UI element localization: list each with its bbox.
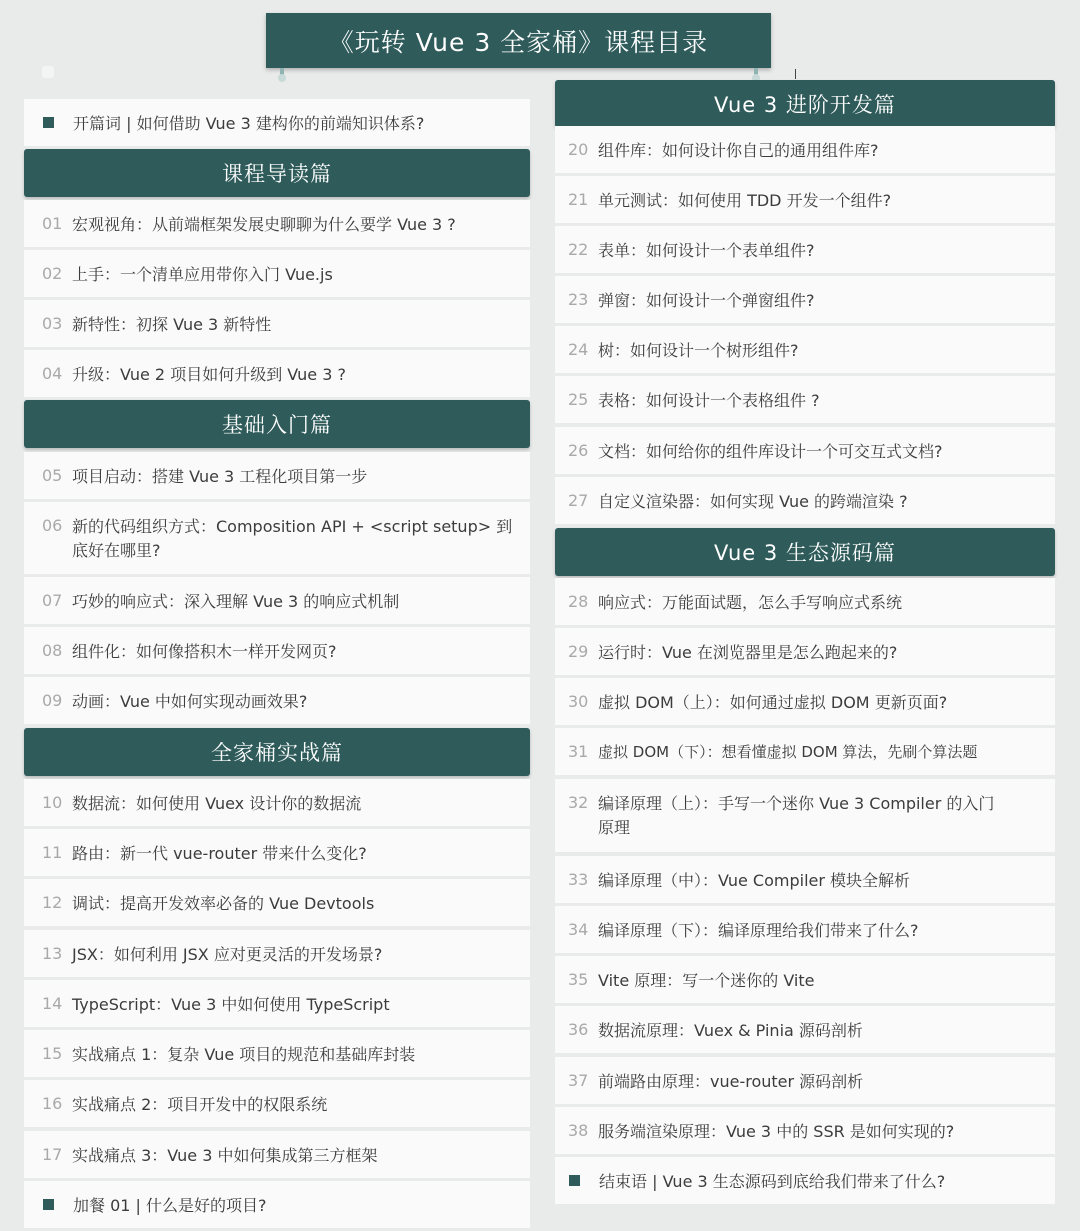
lesson-item[interactable]: 09 动画：Vue 中如何实现动画效果? xyxy=(24,677,530,724)
lesson-item[interactable]: 04 升级：Vue 2 项目如何升级到 Vue 3 ? xyxy=(24,350,530,397)
lesson-item[interactable]: 34 编译原理（下）：编译原理给我们带来了什么? xyxy=(555,906,1055,953)
square-bullet-icon xyxy=(569,1175,580,1186)
lesson-item[interactable]: 38 服务端渲染原理：Vue 3 中的 SSR 是如何实现的? xyxy=(555,1107,1055,1154)
decorative-dot xyxy=(42,66,54,78)
lesson-item[interactable]: 31 虚拟 DOM（下）：想看懂虚拟 DOM 算法，先刷个算法题 xyxy=(555,728,1055,775)
lesson-item[interactable]: 10 数据流：如何使用 Vuex 设计你的数据流 xyxy=(24,779,530,826)
outro-item[interactable]: 结束语 | Vue 3 生态源码到底给我们带来了什么? xyxy=(555,1157,1055,1204)
lesson-item[interactable]: 12 调试：提高开发效率必备的 Vue Devtools xyxy=(24,879,530,926)
lesson-item[interactable]: 32 编译原理（上）：手写一个迷你 Vue 3 Compiler 的入门原理 xyxy=(555,779,1055,852)
lesson-item[interactable]: 11 路由：新一代 vue-router 带来什么变化? xyxy=(24,829,530,876)
course-title: 《玩转 Vue 3 全家桶》课程目录 xyxy=(328,27,709,57)
banner-pin-left xyxy=(280,68,284,78)
lesson-item[interactable]: 01 宏观视角：从前端框架发展史聊聊为什么要学 Vue 3 ? xyxy=(24,200,530,247)
square-bullet-icon xyxy=(43,1199,54,1210)
lesson-item[interactable]: 22 表单：如何设计一个表单组件? xyxy=(555,226,1055,273)
lesson-item[interactable]: 16 实战痛点 2：项目开发中的权限系统 xyxy=(24,1080,530,1127)
lesson-item[interactable]: 30 虚拟 DOM（上）：如何通过虚拟 DOM 更新页面? xyxy=(555,678,1055,725)
lesson-item[interactable]: 35 Vite 原理：写一个迷你的 Vite xyxy=(555,956,1055,1003)
extra-item[interactable]: 加餐 01 | 什么是好的项目? xyxy=(24,1181,530,1228)
lesson-item[interactable]: 21 单元测试：如何使用 TDD 开发一个组件? xyxy=(555,176,1055,223)
lesson-item[interactable]: 05 项目启动：搭建 Vue 3 工程化项目第一步 xyxy=(24,452,530,499)
lesson-item[interactable]: 17 实战痛点 3：Vue 3 中如何集成第三方框架 xyxy=(24,1131,530,1178)
lesson-item[interactable]: 36 数据流原理：Vuex & Pinia 源码剖析 xyxy=(555,1006,1055,1053)
lesson-item[interactable]: 15 实战痛点 1：复杂 Vue 项目的规范和基础库封装 xyxy=(24,1030,530,1077)
square-bullet-icon xyxy=(43,117,54,128)
lesson-item[interactable]: 27 自定义渲染器：如何实现 Vue 的跨端渲染 ? xyxy=(555,477,1055,524)
divider-tick xyxy=(795,69,796,79)
section-header-basics: 基础入门篇 xyxy=(24,400,530,448)
lesson-item[interactable]: 06 新的代码组织方式：Composition API + <script setup> 到底好在哪里? xyxy=(24,502,530,574)
lesson-item[interactable]: 20 组件库：如何设计你自己的通用组件库? xyxy=(555,126,1055,173)
lesson-item[interactable]: 07 巧妙的响应式：深入理解 Vue 3 的响应式机制 xyxy=(24,577,530,624)
lesson-item[interactable]: 23 弹窗：如何设计一个弹窗组件? xyxy=(555,276,1055,323)
course-title-banner xyxy=(266,13,771,68)
section-header-guide: 课程导读篇 xyxy=(24,149,530,197)
lesson-item[interactable]: 25 表格：如何设计一个表格组件 ? xyxy=(555,376,1055,423)
section-header-advanced: Vue 3 进阶开发篇 xyxy=(555,80,1055,128)
intro-item[interactable]: 开篇词 | 如何借助 Vue 3 建构你的前端知识体系? xyxy=(24,99,530,146)
lesson-item[interactable]: 03 新特性：初探 Vue 3 新特性 xyxy=(24,300,530,347)
banner-pin-right xyxy=(754,68,758,78)
lesson-item[interactable]: 33 编译原理（中）：Vue Compiler 模块全解析 xyxy=(555,856,1055,903)
lesson-item[interactable]: 37 前端路由原理：vue-router 源码剖析 xyxy=(555,1057,1055,1104)
lesson-item[interactable]: 24 树：如何设计一个树形组件? xyxy=(555,326,1055,373)
lesson-item[interactable]: 28 响应式：万能面试题，怎么手写响应式系统 xyxy=(555,578,1055,625)
lesson-item[interactable]: 26 文档：如何给你的组件库设计一个可交互式文档? xyxy=(555,427,1055,474)
lesson-item[interactable]: 14 TypeScript：Vue 3 中如何使用 TypeScript xyxy=(24,980,530,1027)
lesson-item[interactable]: 02 上手：一个清单应用带你入门 Vue.js xyxy=(24,250,530,297)
section-header-practice: 全家桶实战篇 xyxy=(24,728,530,776)
section-header-ecosystem: Vue 3 生态源码篇 xyxy=(555,528,1055,576)
lesson-item[interactable]: 08 组件化：如何像搭积木一样开发网页? xyxy=(24,627,530,674)
lesson-item[interactable]: 13 JSX：如何利用 JSX 应对更灵活的开发场景? xyxy=(24,930,530,977)
lesson-item[interactable]: 29 运行时：Vue 在浏览器里是怎么跑起来的? xyxy=(555,628,1055,675)
